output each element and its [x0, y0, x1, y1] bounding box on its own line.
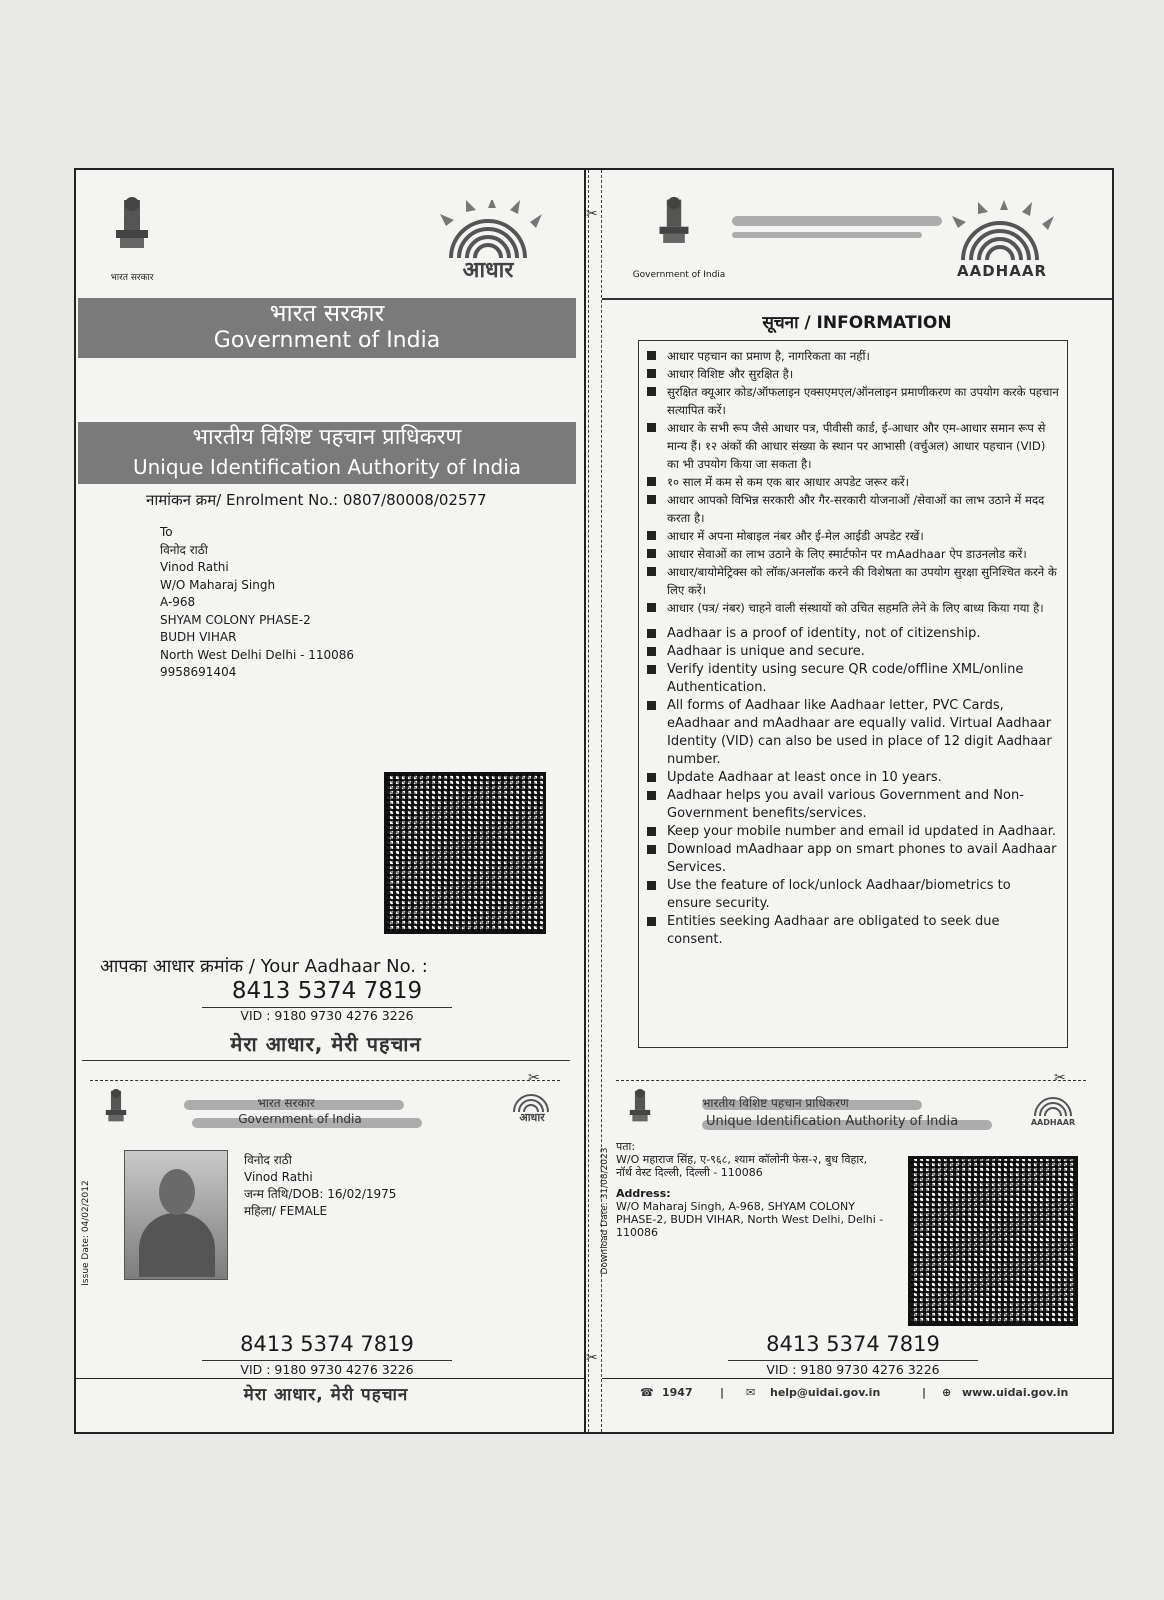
address-line: A-968	[160, 595, 196, 609]
card-uidai-hindi: भारतीय विशिष्ट पहचान प्राधिकरण	[702, 1096, 849, 1110]
holder-dob: जन्म तिथि/DOB: 16/02/1975	[244, 1187, 397, 1201]
address-line: Vinod Rathi	[160, 560, 229, 574]
globe-icon: ⊕	[942, 1386, 952, 1399]
aadhaar-letter-sheet	[74, 168, 1114, 1434]
info-item: आधार आपको विभिन्न सरकारी और गैर-सरकारी योजनाओं /सेवाओं का लाभ उठाने में मदद करता है।	[645, 491, 1059, 527]
aadhaar-logo-icon	[1026, 1094, 1080, 1118]
address-line: To	[160, 525, 173, 539]
national-emblem-icon	[110, 196, 154, 258]
aadhaar-logo-text: AADHAAR	[957, 262, 1047, 280]
address-label: Address:	[616, 1187, 671, 1200]
email-icon: ✉	[746, 1386, 756, 1399]
info-item: Aadhaar is a proof of identity, not of citizenship.	[645, 625, 1059, 643]
card-govt-english: Government of India	[238, 1112, 362, 1126]
card-aadhaar-logo-text: AADHAAR	[1030, 1118, 1076, 1127]
emblem-caption: Government of India	[632, 270, 726, 280]
info-item: आधार पहचान का प्रमाण है, नागरिकता का नहीं।	[645, 347, 1059, 365]
govt-hindi: भारत सरकार	[269, 299, 385, 327]
pata-label: पता:	[616, 1140, 636, 1153]
govt-english: Government of India	[213, 328, 441, 353]
holder-photo	[124, 1150, 228, 1280]
card-vid-number: VID : 9180 9730 4276 3226	[240, 1362, 414, 1377]
address-line: विनोद राठी	[160, 542, 208, 557]
address-line: 9958691404	[160, 665, 237, 679]
enrolment-number: नामांकन क्रम/ Enrolment No.: 0807/80008/02577	[146, 491, 487, 509]
pata-text: W/O महाराज सिंह, ए-९६८, श्याम कॉलोनी फेस-२, बुध विहार, नॉर्थ वेस्ट दिल्ली, दिल्ली - 110086	[616, 1153, 868, 1179]
phone-number: 1947	[662, 1386, 693, 1399]
emblem-caption: भारत सरकार	[110, 273, 154, 283]
card-govt-hindi: भारत सरकार	[257, 1096, 315, 1110]
download-date: Download Date: 31/08/2023	[600, 1147, 610, 1275]
scissors-icon: ✂	[586, 1350, 598, 1366]
info-item: आधार (पत्र/ नंबर) चाहने वाली संस्थायों को उचित सहमति लेने के लिए बाध्य किया गया है।	[645, 599, 1059, 617]
card-qr-code	[908, 1156, 1078, 1326]
vid-number: VID : 9180 9730 4276 3226	[240, 1008, 414, 1023]
address-block	[160, 524, 354, 682]
aadhaar-logo-text: आधार	[462, 258, 514, 283]
info-item: Update Aadhaar at least once in 10 years.	[645, 769, 1059, 787]
uidai-hindi: भारतीय विशिष्ट पहचान प्राधिकरण	[192, 425, 462, 450]
info-item: सुरक्षित क्यूआर कोड/ऑफलाइन एक्सएमएल/ऑनलाइन प्रमाणीकरण का उपयोग करके पहचान सत्यापित करें।	[645, 383, 1059, 419]
your-aadhaar-label: आपका आधार क्रमांक / Your Aadhaar No. :	[100, 956, 428, 977]
card-tagline: मेरा आधार, मेरी पहचान	[243, 1385, 409, 1405]
address-line: SHYAM COLONY PHASE-2	[160, 612, 311, 627]
english-info-list	[645, 625, 1059, 949]
scissors-icon: ✂	[528, 1070, 540, 1086]
info-item: आधार के सभी रूप जैसे आधार पत्र, पीवीसी कार्ड, ई-आधार और एम-आधार समान रूप से मान्य हैं। १२ अंकों की आधार संख्या के स्थान पर आभासी (वर्चुअल) आधार पहचान (VID) का भी उपयोग किया जा सकता है।	[645, 419, 1059, 473]
govt-banner	[78, 298, 576, 358]
info-item: All forms of Aadhaar like Aadhaar letter, PVC Cards, eAadhaar and mAadhaar are equally valid. Virtual Aadhaar Identity (VID) can also be used in place of 12 digit Aadhaar number.	[645, 697, 1059, 769]
holder-gender: महिला/ FEMALE	[244, 1204, 328, 1218]
cut-line	[90, 1080, 560, 1081]
card-holder-details	[244, 1152, 396, 1220]
card-aadhaar-number: 8413 5374 7819	[766, 1332, 940, 1356]
website-url: www.uidai.gov.in	[962, 1386, 1069, 1399]
info-item: Keep your mobile number and email id updated in Aadhaar.	[645, 823, 1059, 841]
national-emblem-icon	[102, 1088, 130, 1128]
qr-code	[384, 772, 546, 934]
holder-name-english: Vinod Rathi	[244, 1170, 313, 1184]
info-box	[638, 340, 1068, 1048]
uidai-english: Unique Identification Authority of India	[132, 455, 522, 479]
email-address: help@uidai.gov.in	[770, 1386, 881, 1399]
info-item: Use the feature of lock/unlock Aadhaar/biometrics to ensure security.	[645, 877, 1059, 913]
national-emblem-icon	[654, 196, 694, 252]
card-aadhaar-logo-text: आधार	[519, 1111, 545, 1124]
info-item: आधार विशिष्ट और सुरक्षित है।	[645, 365, 1059, 383]
national-emblem-icon	[626, 1088, 654, 1128]
hindi-info-list	[645, 347, 1059, 617]
card-uidai-english: Unique Identification Authority of India	[706, 1114, 959, 1129]
aadhaar-number: 8413 5374 7819	[231, 978, 423, 1004]
card-vid-number: VID : 9180 9730 4276 3226	[766, 1362, 940, 1377]
card-address-block	[616, 1140, 886, 1239]
scissors-icon: ✂	[586, 206, 598, 222]
info-item: Aadhaar helps you avail various Government and Non- Government benefits/services.	[645, 787, 1059, 823]
info-item: १० साल में कम से कम एक बार आधार अपडेट जरूर करें।	[645, 473, 1059, 491]
address-text: W/O Maharaj Singh, A-968, SHYAM COLONY PHASE-2, BUDH VIHAR, North West Delhi, Delhi - 110086	[616, 1200, 884, 1239]
info-title: सूचना / INFORMATION	[762, 313, 952, 333]
scissors-icon: ✂	[1054, 1070, 1066, 1086]
info-item: आधार सेवाओं का लाभ उठाने के लिए स्मार्टफोन पर mAadhaar ऐप डाउनलोड करें।	[645, 545, 1059, 563]
info-item: Verify identity using secure QR code/offline XML/online Authentication.	[645, 661, 1059, 697]
info-item: आधार में अपना मोबाइल नंबर और ई-मेल आईडी अपडेट रखें।	[645, 527, 1059, 545]
info-item: Download mAadhaar app on smart phones to avail Aadhaar Services.	[645, 841, 1059, 877]
card-aadhaar-number: 8413 5374 7819	[240, 1332, 414, 1356]
aadhaar-logo-icon	[938, 200, 1063, 270]
info-item: Entities seeking Aadhaar are obligated to seek due consent.	[645, 913, 1059, 949]
info-item: Aadhaar is unique and secure.	[645, 643, 1059, 661]
right-panel: Government of India AADHAAR सूचना / INFORMATION आधार पहचान का प्रमाण है, नागरिकता का नहीं। आधार विशिष्ट और सुरक्षित है। सुरक्षित क्यूआर कोड/ऑफलाइन एक्सएमएल/ऑनलाइन प्रमाणीकरण का उपयोग करके पहचान सत्यापित करें। आधार के सभी रूप जैसे आधार पत्र, पीवीसी कार्ड, ई-आधार और एम-आधार समान रूप से मान्य हैं। १२ अंकों की आधार संख्या के स्थान पर आभासी (वर्चुअल) आधार पहचान (VID) का भी उपयोग किया जा सकता है। १० साल में कम से कम एक बार आधार अपडेट जरूर करें। आधार आपको विभिन्न सरकारी और गैर-सरकारी योजनाओं /सेवाओं का लाभ उठाने में मदद करता है। आधार में अपना मोबाइल नंबर और ई-मेल आईडी अपडेट रखें। आधार सेवाओं का लाभ उठाने के लिए स्मार्टफोन पर mAadhaar ऐप डाउनलोड करें। आधार/बायोमेट्रिक्स को लॉक/अनलॉक करने की विशेषता का उपयोग सुरक्षा सुनिश्चित करने के लिए करें। आधार (पत्र/ नंबर) चाहने वाली संस्थायों को उचित सहमति लेने के लिए बाध्य किया गया है। Aadhaar is a proof of identity, not of citizenship. Aadhaar is unique and secure. Verify identity using secure QR code/offline XML/online Authentication. All forms of Aadhaar like Aadhaar letter, PVC Cards, eAadhaar and mAadhaar are equally valid. Virtual Aadhaar Identity (VID) can also be used in place of 12 digit Aadhaar number. Update Aadhaar at least once in 10 years. Aadhaar helps you avail various Government and Non- Government benefits/services. Keep your mobile number and email id updated in Aadhaar. Download mAadhaar app on smart phones to avail Aadhaar Services. Use the feature of lock/unlock Aadhaar/biometrics to ensure security. Entities seeking Aadhaar are obligated to seek due consent. भारतीय विशिष्ट पहचान प्राधिकरण Unique Identification Authority of India AADHAAR Download Date: 31/08/2023 पता: W/O महाराज सिंह, ए-९६८, श्याम कॉलोनी फेस-२, बुध विहार, नॉर्थ वेस्ट दिल्ली, दिल्ली - 110086 Address: W/O Maharaj Singh, A-968, SHYAM COLONY PHASE-2, BUDH VIHAR, North West Delhi, Delhi - 110086 8413 5374 7819 VID : 9180 9730 4276 3226 ☎ 1947 | ✉ help@uidai.gov.in | ⊕ www.uidai.gov.in	[602, 170, 1112, 1432]
address-line: North West Delhi Delhi - 110086	[160, 647, 355, 662]
uidai-banner	[78, 422, 576, 484]
issue-date: Issue Date: 04/02/2012	[81, 1180, 91, 1286]
phone-icon: ☎	[640, 1386, 654, 1399]
address-line: BUDH VIHAR	[160, 630, 237, 644]
address-line: W/O Maharaj Singh	[160, 577, 276, 592]
tagline: मेरा आधार, मेरी पहचान	[230, 1032, 422, 1056]
holder-name-hindi: विनोद राठी	[244, 1153, 292, 1167]
info-item: आधार/बायोमेट्रिक्स को लॉक/अनलॉक करने की विशेषता का उपयोग सुरक्षा सुनिश्चित करने के लिए करें।	[645, 563, 1059, 599]
